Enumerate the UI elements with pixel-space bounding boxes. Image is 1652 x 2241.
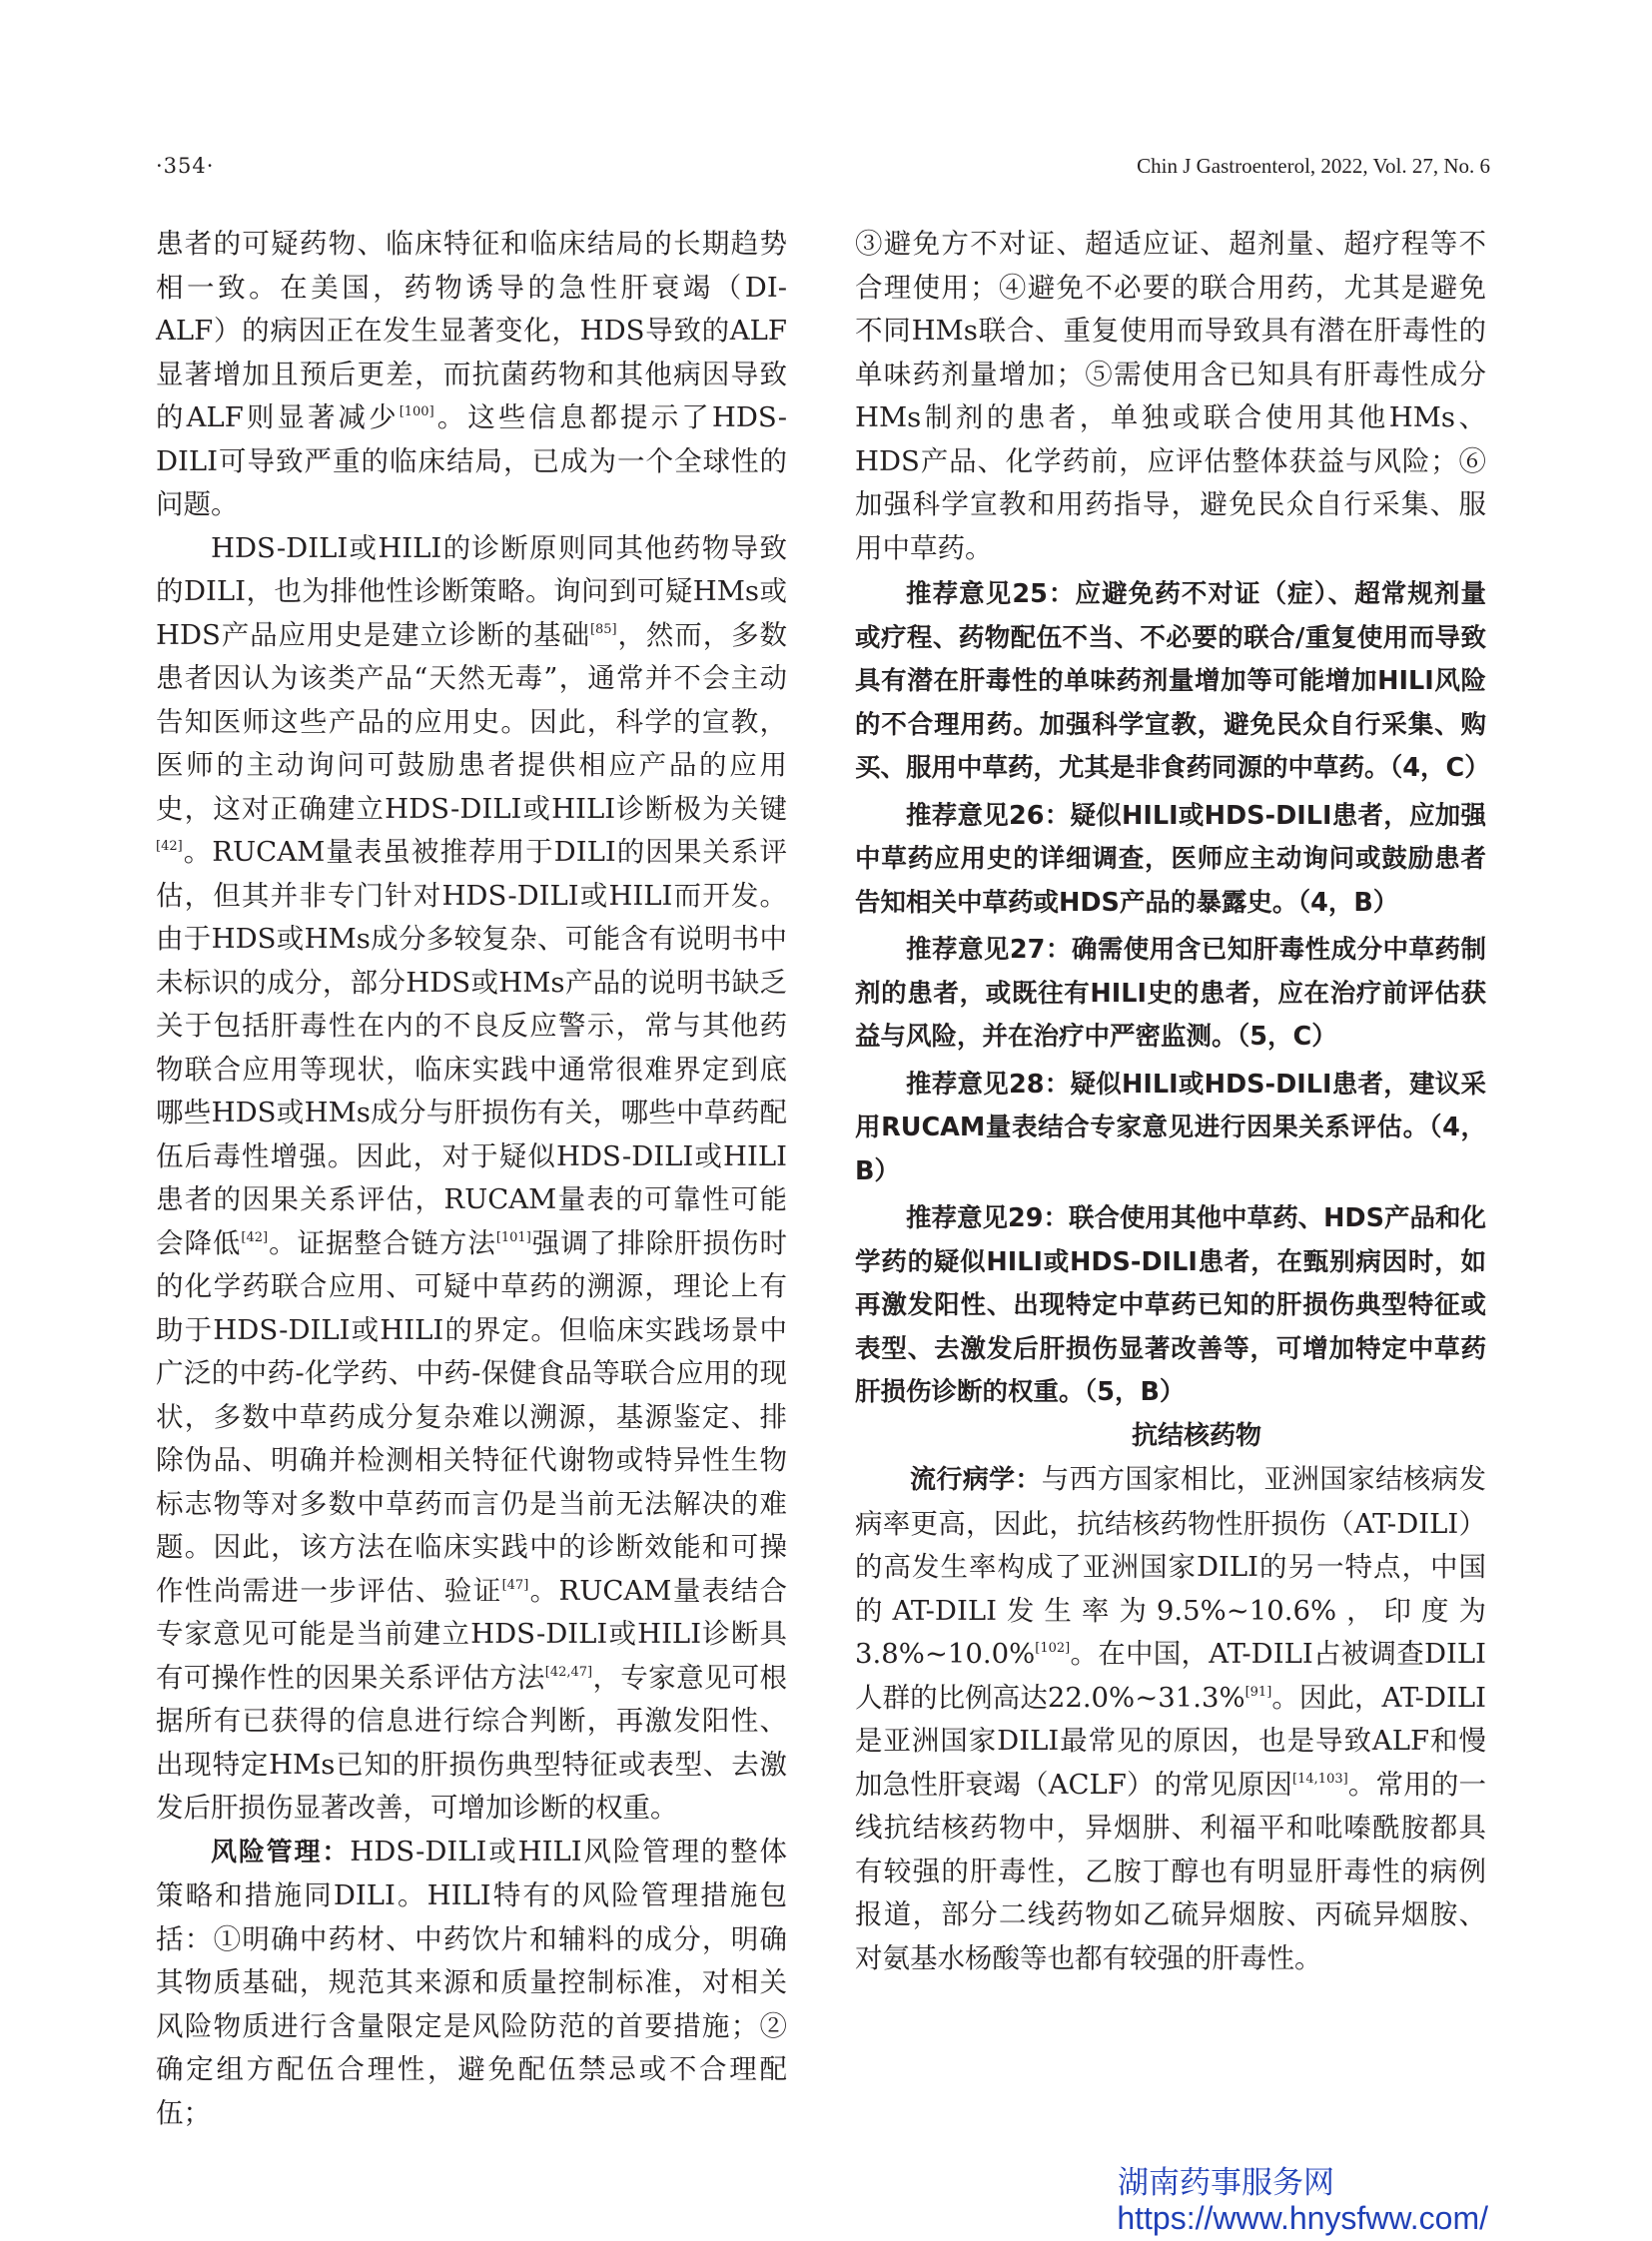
text: 。这些信息都提示了HDS-DILI可导致严重的临床结局，已成为一个全球性的问题。 bbox=[156, 401, 788, 520]
paragraph-epidemiology bbox=[855, 1458, 1486, 1980]
citation-ref: [42] bbox=[156, 839, 183, 854]
recommendation-27: 推荐意见27：确需使用含已知肝毒性成分中草药制剂的患者，或既往有HILI史的患者，应在治疗前评估获益与风险，并在治疗中严密监测。（5，C） bbox=[855, 935, 1486, 1052]
recommendation-28: 推荐意见28：疑似HILI或HDS-DILI患者，建议采用RUCAM量表结合专家意见进行因果关系评估。（4，B） bbox=[855, 1069, 1486, 1186]
section-heading: 抗结核药物 bbox=[1131, 1420, 1261, 1451]
text: 强调了排除肝损伤时的化学药联合应用、可疑中草药的溯源，理论上有助于HDS-DILI或HILI的界定。但临床实践场景中广泛的中药-化学药、中药-保健食品等联合应用的现状，多数中草药成分复杂难以溯源，基源鉴定、排除伪品、明确并检测相关特征代谢物或特异性生物标志物等对多数中草药而言仍是当前无法解决的难题。因此，该方法在临床实践中的诊断效能和可操作性尚需进一步评估、验证 bbox=[156, 1226, 787, 1607]
citation-ref: [42,47] bbox=[544, 1664, 593, 1680]
text: 患者的可疑药物、临床特征和临床结局的长期趋势相一致。在美国，药物诱导的急性肝衰竭（DI-ALF）的病因正在发生显著变化，HDS导致的ALF显著增加且预后更差，而抗菌药物和其他病因导致的ALF则显著减少 bbox=[156, 228, 787, 433]
citation-ref: [100] bbox=[399, 404, 434, 419]
text: ，专家意见可根据所有已获得的信息进行综合判断，再激发阳性、出现特定HMs已知的肝损伤典型特征或表型、去激发后肝损伤显著改善，可增加诊断的权重。 bbox=[156, 1661, 787, 1824]
paragraph-diagnosis bbox=[156, 527, 787, 1831]
text: 。证据整合链方法 bbox=[268, 1226, 496, 1259]
recommendation-29: 推荐意见29：联合使用其他中草药、HDS产品和化学药的疑似HILI或HDS-DILI患者，在甄别病因时，如再激发阳性、出现特定中草药已知的肝损伤典型特征或表型、去激发后肝损伤显著改善等，可增加特定中草药肝损伤诊断的权重。（5，B） bbox=[855, 1203, 1486, 1407]
citation-ref: [102] bbox=[1035, 1641, 1071, 1656]
citation-ref: [101] bbox=[495, 1229, 531, 1245]
citation-ref: [14,103] bbox=[1292, 1771, 1348, 1787]
text: 。常用的一线抗结核药物中，异烟肼、利福平和吡嗪酰胺都具有较强的肝毒性，乙胺丁醇也有明显肝毒性的病例报道，部分二线药物如乙硫异烟胺、丙硫异烟胺、对氨基水杨酸等也都有较强的肝毒性。 bbox=[855, 1768, 1487, 1974]
citation-ref: [91] bbox=[1244, 1684, 1272, 1700]
text: 。RUCAM量表虽被推荐用于DILI的因果关系评估，但其并非专门针对HDS-DILI或HILI而开发。由于HDS或HMs成分多较复杂、可能含有说明书中未标识的成分，部分HDS或HMs产品的说明书缺乏关于包括肝毒性在内的不良反应警示，常与其他药物联合应用等现状，临床实践中通常很难界定到底哪些HDS或HMs成分与肝损伤有关，哪些中草药配伍后毒性增强。因此，对于疑似HDS-DILI或HILI患者的因果关系评估，RUCAM量表的可靠性可能会降低 bbox=[156, 836, 787, 1259]
paragraph-risk-management bbox=[156, 1831, 787, 2136]
text: 。因此，AT-DILI是亚洲国家DILI最常见的原因，也是导致ALF和慢加急性肝衰竭（ACLF）的常见原因 bbox=[855, 1681, 1486, 1801]
paragraph-lead: 流行病学： bbox=[910, 1465, 1042, 1495]
recommendation-25: 推荐意见25：应避免药不对证（症）、超常规剂量或疗程、药物配伍不当、不必要的联合/重复使用而导致具有潜在肝毒性的单味药剂量增加等可能增加HILI风险的不合理用药。加强科学宣教，避免民众自行采集、购买、服用中草药，尤其是非食药同源的中草药。（4，C） bbox=[855, 579, 1490, 783]
journal-citation: Chin J Gastroenterol, 2022, Vol. 27, No. 6 bbox=[1137, 154, 1490, 178]
paragraph-lead: 风险管理： bbox=[211, 1837, 351, 1868]
text: 与西方国家相比，亚洲国家结核病发病率更高，因此，抗结核药物性肝损伤（AT-DILI）的高发生率构成了亚洲国家DILI的另一特点，中国的AT-DILI发生率为9.5%~10.6%，印度为3.8%~10.0% bbox=[855, 1463, 1486, 1670]
paragraph-continued: ③避免方不对证、超适应证、超剂量、超疗程等不合理使用；④避免不必要的联合用药，尤其是避免不同HMs联合、重复使用而导致具有潜在肝毒性的单味药剂量增加；⑤需使用含已知具有肝毒性成分HMs制剂的患者，单独或联合使用其他HMs、HDS产品、化学药前，应评估整体获益与风险；⑥加强科学宣教和用药指导，避免民众自行采集、服用中草药。 bbox=[855, 228, 1486, 564]
right-column bbox=[855, 223, 1490, 1980]
paragraph-continued bbox=[156, 223, 787, 527]
page-number: ·354· bbox=[156, 154, 215, 178]
text: ，然而，多数患者因认为该类产品“天然无毒”，通常并不会主动告知医师这些产品的应用史。因此，科学的宣教，医师的主动询问可鼓励患者提供相应产品的应用史，这对正确建立HDS-DILI或HILI诊断极为关键 bbox=[156, 618, 788, 825]
text: HDS-DILI或HILI的诊断原则同其他药物导致的DILI，也为排他性诊断策略。询问到可疑HMs或HDS产品应用史是建立诊断的基础 bbox=[156, 531, 787, 651]
watermark-site-name: 湖南药事服务网 bbox=[1118, 2165, 1334, 2201]
recommendation-26: 推荐意见26：疑似HILI或HDS-DILI患者，应加强中草药应用史的详细调查，医师应主动询问或鼓励患者告知相关中草药或HDS产品的暴露史。（4，B） bbox=[855, 800, 1486, 918]
citation-ref: [47] bbox=[501, 1577, 529, 1593]
text: 。RUCAM量表结合专家意见可能是当前建立HDS-DILI或HILI诊断具有可操作性的因果关系评估方法 bbox=[156, 1574, 787, 1694]
text: HDS-DILI或HILI风险管理的整体策略和措施同DILI。HILI特有的风险管理措施包括：①明确中药材、中药饮片和辅料的成分，明确其物质基础，规范其来源和质量控制标准，对相关风险物质进行含量限定是风险防范的首要措施；②确定组方配伍合理性，避免配伍禁忌或不合理配伍； bbox=[156, 1835, 787, 2129]
text: 。在中国，AT-DILI占被调查DILI人群的比例高达22.0%~31.3% bbox=[855, 1638, 1486, 1714]
left-column bbox=[156, 223, 787, 2135]
citation-ref: [42] bbox=[241, 1229, 269, 1245]
citation-ref: [85] bbox=[589, 621, 617, 637]
watermark-url[interactable]: https://www.hnysfww.com/ bbox=[1117, 2200, 1488, 2236]
